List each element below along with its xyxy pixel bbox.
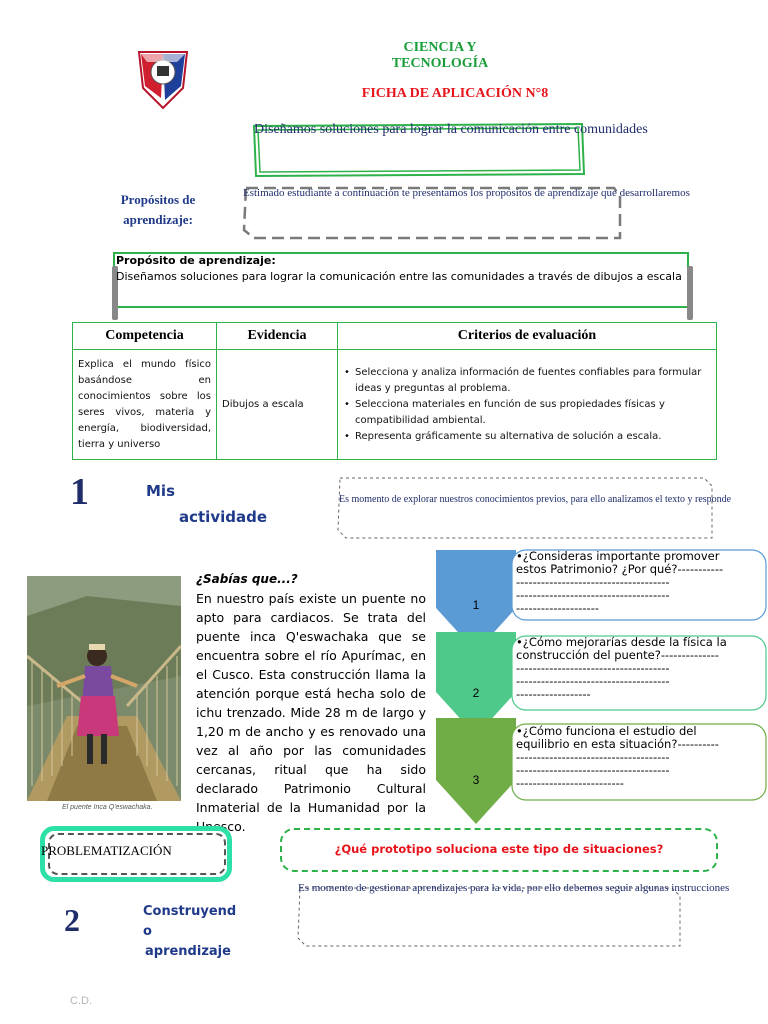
explore-frame: [336, 476, 714, 540]
purpose-title: Propósito de aprendizaje:: [116, 254, 276, 267]
document-subtitle: FICHA DE APLICACIÓN N°8: [361, 86, 549, 101]
problem-question: ¿Qué prototipo soluciona este tipo de situaciones?: [334, 842, 664, 856]
criterios-list: [343, 365, 711, 445]
criterio-item: • Selecciona y analiza información de fuentes confiables para formular ideas y preguntas al problema.: [353, 365, 711, 397]
section2-number: 2: [64, 902, 80, 938]
propositos-label-line2: aprendizaje:: [123, 212, 193, 227]
section2-label: [143, 902, 243, 962]
cell-competencia: Explica el mundo físico basándose en conocimientos sobre los seres vivos, materia y energía, biodiversidad, tierra y universo: [73, 350, 217, 460]
criteria-row: [73, 350, 717, 460]
propositos-text: Estimado estudiante a continuación te presentamos los propósitos de aprendizaje que desarrollaremos: [243, 187, 690, 199]
step3-chevron: [436, 718, 516, 824]
header-competencia: Competencia: [73, 323, 217, 350]
section2-intro: Es momento de gestionar aprendizajes para la vida, por ello debemos seguir algunas instrucciones: [298, 882, 730, 894]
section1-label-line2: actividade: [179, 508, 268, 526]
topic-title: Diseñamos soluciones para lograr la comunicación entre comunidades: [254, 122, 648, 137]
step3-number: 3: [472, 773, 480, 787]
section1-label-line1: Mis: [146, 482, 175, 500]
title-line2: TECNOLOGÍA: [391, 56, 489, 71]
sabias-title: ¿Sabías que...?: [196, 572, 298, 586]
bridge-photo: [27, 576, 181, 801]
criteria-header-row: [73, 323, 717, 350]
cell-evidencia: Dibujos a escala: [217, 350, 338, 460]
footer-initials: C.D.: [70, 995, 92, 1007]
header-evidencia: Evidencia: [217, 323, 338, 350]
propositos-label-line1: Propósitos de: [120, 192, 196, 207]
title-line1: CIENCIA Y: [403, 40, 477, 55]
section1-intro: Es momento de explorar nuestros conocimientos previos, para ello analizamos el texto y responde: [339, 494, 732, 505]
document-title: [360, 40, 520, 72]
section1-number: 1: [70, 471, 89, 513]
step2-number: 2: [472, 686, 480, 700]
section2-label-line3: aprendizaje: [145, 944, 231, 959]
photo-caption: El puente Inca Q'eswachaka.: [62, 804, 153, 811]
problem-label: PROBLEMATIZACIÓN: [41, 843, 172, 858]
header-criterios: Criterios de evaluación: [338, 323, 717, 350]
section2-label-line2: o: [143, 924, 152, 939]
criterio-item: • Selecciona materiales en función de sus propiedades físicas y compatibilidad ambiental.: [353, 397, 711, 429]
propositos-label: [98, 190, 218, 230]
criterio-item: • Representa gráficamente su alternativa de solución a escala.: [353, 429, 711, 445]
purpose-text: Diseñamos soluciones para lograr la comunicación entre las comunidades a través de dibujos a escala: [116, 270, 682, 283]
step2-question: •¿Cómo mejorarías desde la física la construcción del puente?-------------- ------------------------------------- ------------------------------------- ------------------: [516, 636, 727, 701]
criteria-table: [72, 322, 717, 460]
purpose-scroll-bar-right: [687, 266, 693, 320]
section2-label-line1: Construyend: [143, 904, 237, 919]
school-logo: [137, 48, 189, 110]
step1-question: •¿Consideras importante promover estos Patrimonio? ¿Por qué?----------- ------------------------------------- ------------------------------------- --------------------: [516, 550, 724, 615]
sabias-text: En nuestro país existe un puente no apto para cardiacos. Se trata del puente inca Q'eswachaka que se encuentra sobre el río Apurímac, en el Cusco. Esta construcción llama la atención porque está hecha solo de ichu trenzado. Mide 28 m de largo y 1,20 m de ancho y es renovado una vez al año por las comunidades cercanas, ritual que ha sido declarado Patrimonio Cultural Inmaterial de la Humanidad por la Unesco.: [196, 591, 426, 834]
step3-question: •¿Cómo funciona el estudio del equilibrio en esta situación?---------- ------------------------------------- ------------------------------------- --------------------------: [516, 725, 719, 790]
cell-criterios: [338, 350, 717, 460]
step1-number: 1: [472, 598, 480, 612]
gestion-frame: [296, 886, 682, 948]
